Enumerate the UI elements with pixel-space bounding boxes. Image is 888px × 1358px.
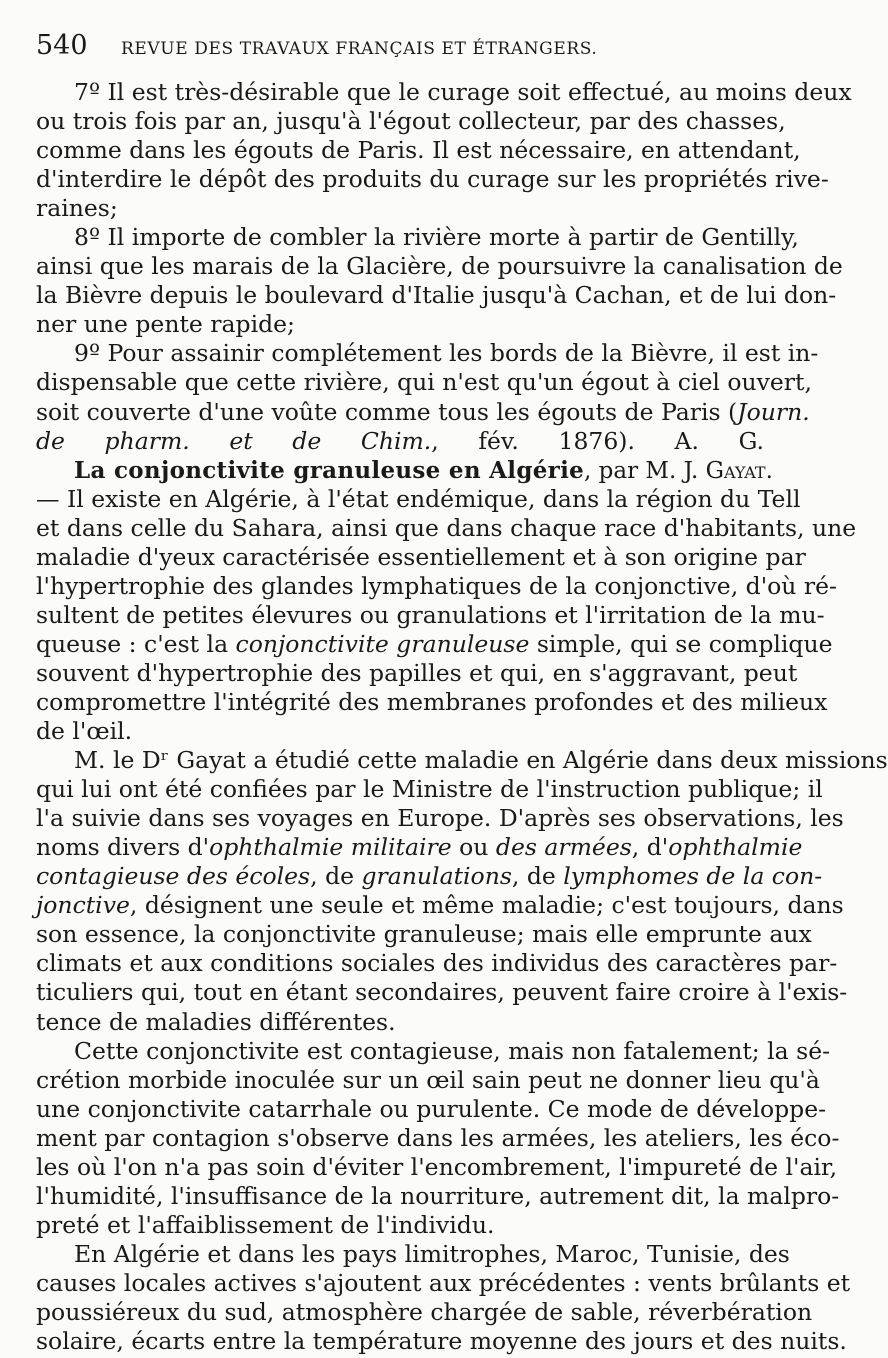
text-segment: l'a suivie dans ses voyages en Europe. D'après ses observations, les [36,804,844,833]
text-segment: dispensable que cette rivière, qui n'est qu'un égout à ciel ouvert, [36,368,812,397]
text-segment: M. le Dʳ Gayat a étudié cette maladie en Algérie dans deux missions [74,746,888,775]
text-segment: de pharm. et de Chim. [36,426,432,455]
text-segment: 8º Il importe de combler la rivière morte à partir de Gentilly, [74,223,799,252]
text-line [36,542,806,572]
text-line [36,1239,790,1269]
section-heading-line [36,456,773,485]
text-segment: Cette conjonctivite est contagieuse, mais non fatalement; la sé- [74,1036,831,1065]
text-line [36,629,833,659]
text-segment: son essence, la conjonctivite granuleuse; mais elle emprunte aux [36,920,812,949]
text-line [36,775,823,804]
text-line [36,1268,851,1298]
text-segment: ainsi que les marais de la Glacière, de poursuivre la canalisation de [36,252,843,281]
text-segment: ophthalmie [668,833,803,862]
page-number: 540 [36,30,88,61]
text-segment: preté et l'affaiblissement de l'individu. [36,1210,495,1239]
text-segment: ophthalmie militaire [209,833,452,862]
text-line [36,194,764,223]
text-line [36,1123,840,1153]
text-line [36,717,764,746]
text-segment: souvent d'hypertrophie des papilles et qui, en s'aggravant, peut [36,658,798,687]
text-line [36,1152,838,1182]
text-line [36,600,825,630]
text-line [36,1036,831,1066]
page-header [36,30,764,70]
text-line [36,1065,820,1095]
text-segment: soit couverte d'une voûte comme tous les égouts de Paris ( [36,397,738,426]
text-segment: ou [451,833,496,862]
text-line [36,397,810,427]
text-line [36,1327,847,1356]
text-line [36,513,857,543]
text-line [36,136,801,165]
text-line [36,804,844,833]
text-segment: simple, qui se complique [529,629,833,658]
body-text [36,78,888,1356]
text-segment: la Bièvre depuis le boulevard d'Italie jusqu'à Cachan, et de lui don- [36,281,837,310]
text-segment: comme dans les égouts de Paris. Il est nécessaire, en attendant, [36,136,801,165]
text-segment: compromettre l'intégrité des membranes profondes et des milieux [36,687,828,716]
text-line [36,1297,813,1327]
text-segment: d'interdire le dépôt des produits du curage sur les propriétés rive- [36,165,829,194]
text-segment: et dans celle du Sahara, ainsi que dans chaque race d'habitants, une [36,513,857,542]
text-segment: En Algérie et dans les pays limitrophes, Maroc, Tunisie, des [74,1239,790,1268]
text-segment: solaire, écarts entre la température moyenne des jours et des nuits. [36,1327,847,1356]
text-line [36,920,812,949]
section-title: La conjonctivite granuleuse en Algérie [74,456,585,484]
text-line [36,223,799,252]
text-segment: raines; [36,194,118,223]
text-line [36,1094,827,1124]
text-segment: queuse : c'est la [36,629,236,658]
text-segment: Gayat. [705,457,773,484]
text-line [36,658,798,688]
text-line [36,891,844,920]
text-segment: jonctive [36,891,130,920]
text-line [36,310,764,339]
text-segment: qui lui ont été confiées par le Ministre de l'instruction publique; il [36,775,823,804]
text-segment: crétion morbide inoculée sur un œil sain peut ne donner lieu qu'à [36,1065,820,1094]
text-line [36,281,837,310]
text-segment: — Il existe en Algérie, à l'état endémique, dans la région du Tell [36,484,801,513]
text-line [36,107,786,136]
text-segment: granulations [361,862,512,891]
text-segment: ment par contagion s'observe dans les armées, les ateliers, les éco- [36,1123,840,1152]
text-segment: 9º Pour assainir complétement les bords de la Bièvre, il est in- [74,339,819,368]
text-segment: poussiéreux du sud, atmosphère chargée de sable, réverbération [36,1297,813,1326]
text-line [36,1181,840,1211]
text-segment: les où l'on n'a pas soin d'éviter l'encombrement, l'impureté de l'air, [36,1152,838,1181]
text-segment: contagieuse des écoles [36,862,311,891]
text-segment: sultent de petites élevures ou granulations et l'irritation de la mu- [36,600,825,629]
text-segment: de l'œil. [36,717,133,746]
text-segment: , d' [631,833,669,862]
text-line [36,368,812,397]
text-segment: , désignent une seule et même maladie; c'est toujours, dans [129,891,844,920]
text-line [36,1008,764,1037]
text-line [36,833,803,862]
text-line [36,165,829,194]
text-segment: des armées [495,833,632,862]
text-line [36,484,801,514]
text-segment: tence de maladies différentes. [36,1007,396,1036]
text-line [36,78,852,107]
running-head: REVUE DES TRAVAUX FRANÇAIS ET ÉTRANGERS. [121,39,598,59]
text-segment: ner une pente rapide; [36,310,295,339]
text-segment: causes locales actives s'ajoutent aux précédentes : vents brûlants et [36,1268,851,1297]
text-segment: l'hypertrophie des glandes lymphatiques de la conjonctive, d'où ré- [36,571,837,600]
text-line [36,978,848,1007]
text-segment: une conjonctivite catarrhale ou purulente. Ce mode de développe- [36,1094,827,1123]
text-segment: ou trois fois par an, jusqu'à l'égout collecteur, par des chasses, [36,107,786,136]
text-line [36,949,838,978]
text-segment: Journ. [737,397,810,426]
text-segment: ticuliers qui, tout en étant secondaires, peuvent faire croire à l'exis- [36,978,848,1007]
text-segment: lymphomes de la con- [563,862,823,891]
text-line [36,746,888,775]
text-segment: maladie d'yeux caractérisée essentiellement et à son origine par [36,542,806,571]
text-segment: , de [511,862,564,891]
text-line [36,687,828,717]
text-segment: , de [310,862,362,891]
text-segment: , par M. J. [584,457,706,484]
text-segment: climats et aux conditions sociales des individus des caractères par- [36,949,838,978]
text-segment: conjonctivite granuleuse [235,629,530,658]
text-line [36,1211,764,1240]
text-line [36,252,843,281]
text-segment: noms divers d' [36,833,210,862]
text-line [36,427,764,456]
text-line [36,339,819,368]
text-line [36,571,837,601]
text-line [36,862,823,891]
text-segment: l'humidité, l'insuffisance de la nourriture, autrement dit, la malpro- [36,1181,840,1210]
text-segment: 7º Il est très-désirable que le curage soit effectué, au moins deux [74,78,852,106]
text-segment: , fév. 1876). A. G. [431,426,764,455]
